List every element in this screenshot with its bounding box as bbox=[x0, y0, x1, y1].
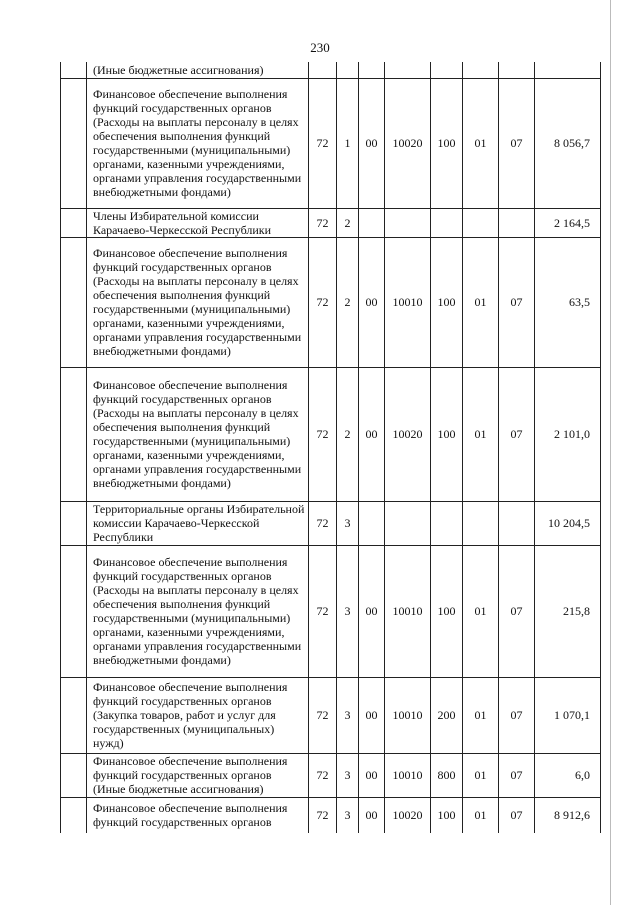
name-cell: Территориальные органы Избирательной комиссии Карачаево-Черкесской Республики bbox=[87, 501, 309, 545]
name-cell: Члены Избирательной комиссии Карачаево-Черкесской Республики bbox=[87, 208, 309, 237]
code-cell: 72 bbox=[309, 237, 337, 367]
code-cell: 10010 bbox=[385, 545, 431, 677]
table-row bbox=[61, 797, 601, 833]
code-cell bbox=[359, 62, 385, 78]
blank-cell bbox=[61, 208, 87, 237]
name-cell: Финансовое обеспечение выполнения функций государственных органов (Закупка товаров, работ и услуг для государственных (муниципальных) нужд) bbox=[87, 677, 309, 753]
name-cell: Финансовое обеспечение выполнения функций государственных органов (Расходы на выплаты персоналу в целях обеспечения выполнения функций государственными (муниципальными) органами, казенными учреждениями, органами управления государственными внебюджетными фондами) bbox=[87, 545, 309, 677]
code-cell: 3 bbox=[337, 797, 359, 833]
code-cell: 100 bbox=[431, 797, 463, 833]
code-cell bbox=[499, 501, 535, 545]
table-row bbox=[61, 78, 601, 208]
code-cell: 00 bbox=[359, 78, 385, 208]
amount-cell: 215,8 bbox=[535, 545, 601, 677]
code-cell: 3 bbox=[337, 753, 359, 797]
code-cell bbox=[337, 62, 359, 78]
code-cell: 100 bbox=[431, 367, 463, 501]
code-cell: 3 bbox=[337, 677, 359, 753]
blank-cell bbox=[61, 677, 87, 753]
code-cell: 00 bbox=[359, 677, 385, 753]
code-cell: 72 bbox=[309, 797, 337, 833]
code-cell: 07 bbox=[499, 677, 535, 753]
table-row bbox=[61, 367, 601, 501]
code-cell: 72 bbox=[309, 78, 337, 208]
amount-cell bbox=[535, 62, 601, 78]
code-cell: 200 bbox=[431, 677, 463, 753]
code-cell bbox=[431, 501, 463, 545]
table-row bbox=[61, 237, 601, 367]
code-cell: 01 bbox=[463, 78, 499, 208]
code-cell bbox=[385, 208, 431, 237]
code-cell: 2 bbox=[337, 367, 359, 501]
code-cell: 01 bbox=[463, 753, 499, 797]
name-cell: Финансовое обеспечение выполнения функций государственных органов (Расходы на выплаты персоналу в целях обеспечения выполнения функций государственными (муниципальными) органами, казенными учреждениями, органами управления государственными внебюджетными фондами) bbox=[87, 237, 309, 367]
amount-cell: 1 070,1 bbox=[535, 677, 601, 753]
blank-cell bbox=[61, 237, 87, 367]
table-row bbox=[61, 208, 601, 237]
code-cell: 07 bbox=[499, 237, 535, 367]
amount-cell: 8 056,7 bbox=[535, 78, 601, 208]
table-row bbox=[61, 753, 601, 797]
code-cell: 00 bbox=[359, 237, 385, 367]
code-cell bbox=[385, 62, 431, 78]
blank-cell bbox=[61, 545, 87, 677]
code-cell: 00 bbox=[359, 545, 385, 677]
code-cell: 800 bbox=[431, 753, 463, 797]
code-cell: 2 bbox=[337, 208, 359, 237]
code-cell: 10020 bbox=[385, 78, 431, 208]
code-cell bbox=[359, 208, 385, 237]
code-cell bbox=[359, 501, 385, 545]
code-cell: 2 bbox=[337, 237, 359, 367]
code-cell: 3 bbox=[337, 501, 359, 545]
code-cell: 01 bbox=[463, 545, 499, 677]
blank-cell bbox=[61, 78, 87, 208]
code-cell: 100 bbox=[431, 78, 463, 208]
code-cell: 1 bbox=[337, 78, 359, 208]
table-row bbox=[61, 501, 601, 545]
blank-cell bbox=[61, 367, 87, 501]
code-cell: 72 bbox=[309, 367, 337, 501]
code-cell bbox=[463, 208, 499, 237]
code-cell: 10010 bbox=[385, 753, 431, 797]
amount-cell: 6,0 bbox=[535, 753, 601, 797]
amount-cell: 10 204,5 bbox=[535, 501, 601, 545]
blank-cell bbox=[61, 62, 87, 78]
amount-cell: 63,5 bbox=[535, 237, 601, 367]
page-edge-line bbox=[610, 0, 611, 905]
budget-table bbox=[60, 62, 601, 833]
code-cell bbox=[463, 501, 499, 545]
name-cell: Финансовое обеспечение выполнения функций государственных органов (Иные бюджетные ассигнования) bbox=[87, 753, 309, 797]
code-cell: 00 bbox=[359, 753, 385, 797]
code-cell: 01 bbox=[463, 237, 499, 367]
code-cell: 100 bbox=[431, 237, 463, 367]
code-cell bbox=[431, 62, 463, 78]
code-cell bbox=[499, 62, 535, 78]
code-cell: 72 bbox=[309, 208, 337, 237]
code-cell: 72 bbox=[309, 677, 337, 753]
name-cell: Финансовое обеспечение выполнения функций государственных органов bbox=[87, 797, 309, 833]
blank-cell bbox=[61, 797, 87, 833]
code-cell bbox=[385, 501, 431, 545]
code-cell: 07 bbox=[499, 78, 535, 208]
amount-cell: 2 164,5 bbox=[535, 208, 601, 237]
code-cell: 00 bbox=[359, 797, 385, 833]
table-row bbox=[61, 62, 601, 78]
code-cell: 10010 bbox=[385, 237, 431, 367]
code-cell: 100 bbox=[431, 545, 463, 677]
table-row bbox=[61, 677, 601, 753]
name-cell: Финансовое обеспечение выполнения функций государственных органов (Расходы на выплаты персоналу в целях обеспечения выполнения функций государственными (муниципальными) органами, казенными учреждениями, органами управления государственными внебюджетными фондами) bbox=[87, 78, 309, 208]
code-cell: 72 bbox=[309, 545, 337, 677]
code-cell bbox=[499, 208, 535, 237]
blank-cell bbox=[61, 501, 87, 545]
code-cell: 10010 bbox=[385, 677, 431, 753]
page-number: 230 bbox=[310, 40, 330, 55]
code-cell: 07 bbox=[499, 753, 535, 797]
name-cell: (Иные бюджетные ассигнования) bbox=[87, 62, 309, 78]
code-cell: 10020 bbox=[385, 797, 431, 833]
code-cell: 07 bbox=[499, 545, 535, 677]
code-cell: 00 bbox=[359, 367, 385, 501]
code-cell: 01 bbox=[463, 797, 499, 833]
name-cell: Финансовое обеспечение выполнения функций государственных органов (Расходы на выплаты персоналу в целях обеспечения выполнения функций государственными (муниципальными) органами, казенными учреждениями, органами управления государственными внебюджетными фондами) bbox=[87, 367, 309, 501]
blank-cell bbox=[61, 753, 87, 797]
code-cell: 72 bbox=[309, 753, 337, 797]
amount-cell: 8 912,6 bbox=[535, 797, 601, 833]
code-cell: 10020 bbox=[385, 367, 431, 501]
code-cell bbox=[463, 62, 499, 78]
code-cell: 3 bbox=[337, 545, 359, 677]
table-row bbox=[61, 545, 601, 677]
code-cell: 01 bbox=[463, 677, 499, 753]
code-cell: 07 bbox=[499, 797, 535, 833]
amount-cell: 2 101,0 bbox=[535, 367, 601, 501]
code-cell: 01 bbox=[463, 367, 499, 501]
code-cell bbox=[309, 62, 337, 78]
code-cell: 07 bbox=[499, 367, 535, 501]
code-cell: 72 bbox=[309, 501, 337, 545]
code-cell bbox=[431, 208, 463, 237]
